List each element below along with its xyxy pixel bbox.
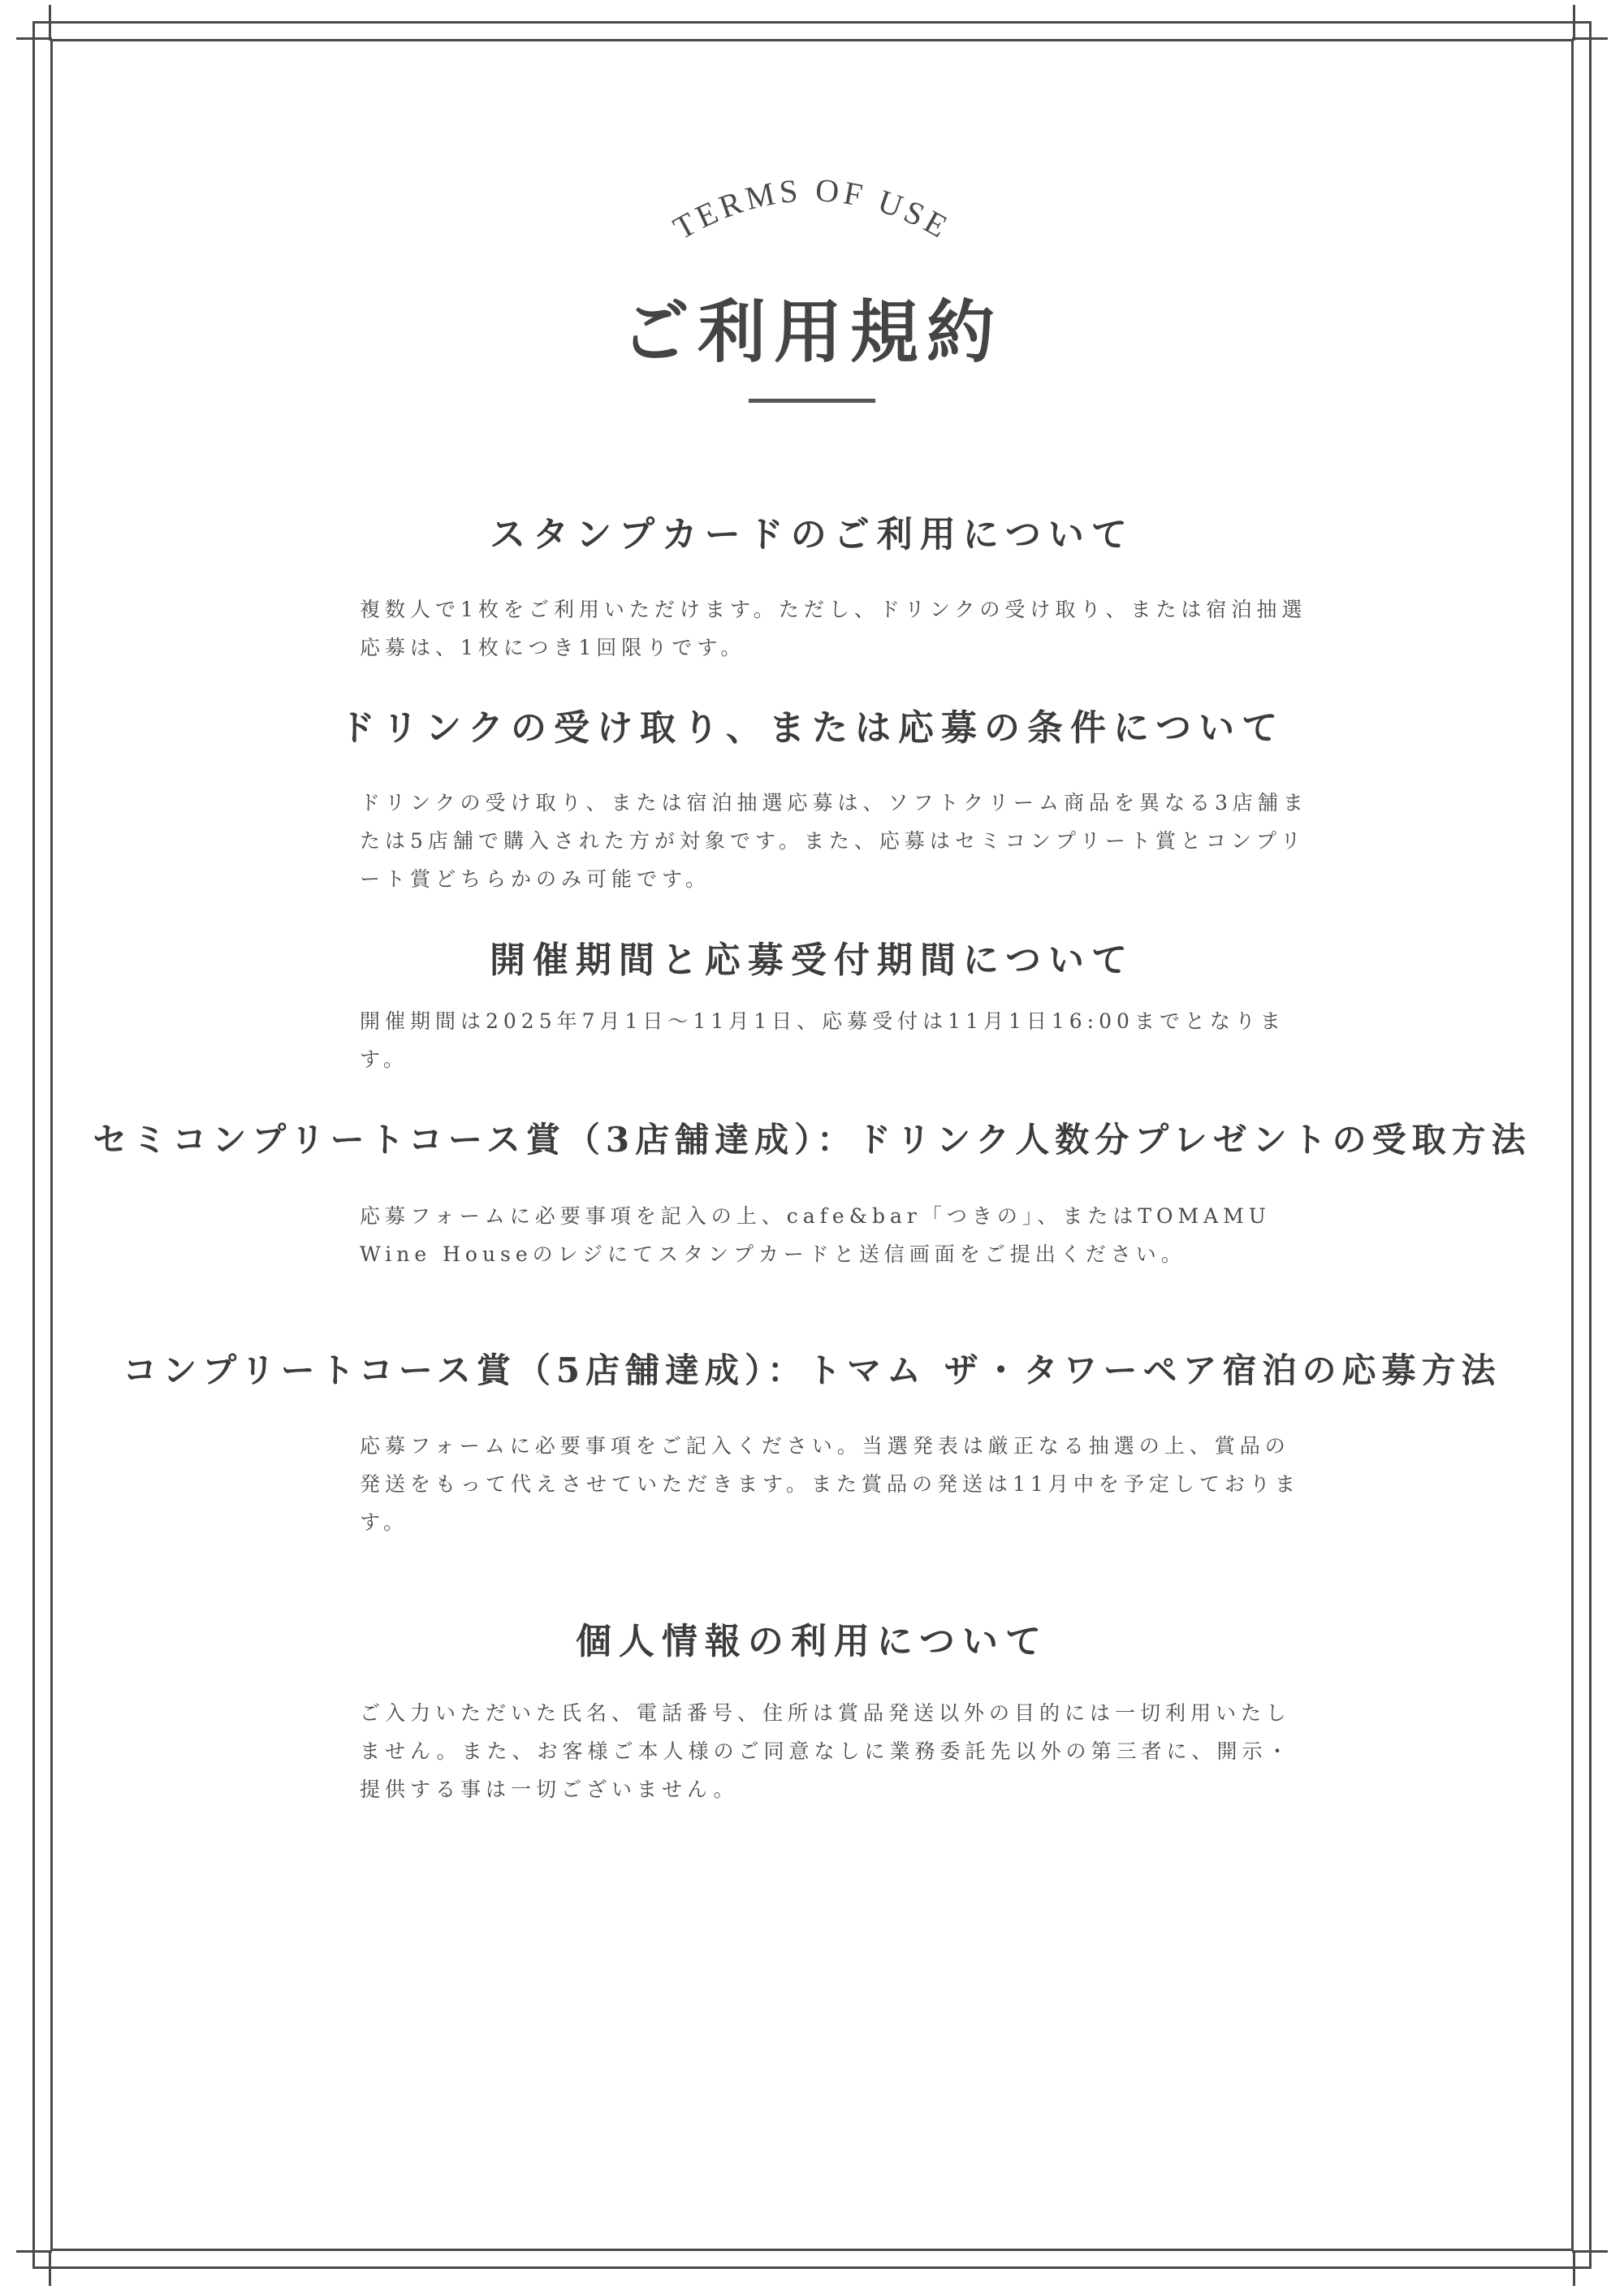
frame-corner-tl-v xyxy=(49,5,51,41)
section-heading-stamp-card: スタンプカードのご利用について xyxy=(490,514,1134,555)
title-underline xyxy=(749,399,875,403)
section-heading-privacy: 個人情報の利用について xyxy=(575,1621,1049,1662)
section-body-stamp-card: 複数人で1枚をご利用いただけます。ただし、ドリンクの受け取り、または宿泊抽選応募は、1枚につき1回限りです。 xyxy=(360,598,1307,659)
section-heading-conditions: ドリンクの受け取り、または応募の条件について xyxy=(339,707,1285,749)
svg-text:TERMS OF USE xyxy=(667,171,957,246)
section-heading-period: 開催期間と応募受付期間について xyxy=(489,940,1135,981)
section-body-privacy: ご入力いただいた氏名、電話番号、住所は賞品発送以外の目的には一切利用いたしません。また、お客様ご本人様のご同意なしに業務委託先以外の第三者に、開示・提供する事は一切ございません。 xyxy=(360,1701,1293,1801)
frame-corner-br-h xyxy=(1572,2250,1608,2253)
section-body-complete: 応募フォームに必要事項をご記入ください。当選発表は厳正なる抽選の上、賞品の発送をもって代えさせていただきます。また賞品の発送は11月中を予定しております。 xyxy=(360,1434,1300,1534)
frame-corner-bl-v xyxy=(49,2250,51,2286)
section-body-period: 開催期間は2025年7月1日～11月1日、応募受付は11月1日16:00までとなります。 xyxy=(360,1009,1285,1071)
section-heading-semi-complete: セミコンプリートコース賞（3店舗達成）：ドリンク人数分プレゼントの受取方法 xyxy=(93,1120,1531,1160)
frame-corner-tr-v xyxy=(1573,5,1575,41)
frame-corner-tr-h xyxy=(1572,37,1608,40)
eyebrow-text: TERMS OF USE xyxy=(667,171,957,247)
page-title: ご利用規約 xyxy=(620,292,1003,372)
frame-corner-br-v xyxy=(1573,2250,1575,2286)
frame-corner-bl-h xyxy=(16,2250,52,2253)
section-body-semi-complete: 応募フォームに必要事項を記入の上、cafe&bar「つきの」、またはTOMAMU Wine Houseのレジにてスタンプカードと送信画面をご提出ください。 xyxy=(360,1204,1271,1266)
frame-corner-tl-h xyxy=(16,37,52,40)
section-body-conditions: ドリンクの受け取り、または宿泊抽選応募は、ソフトクリーム商品を異なる3店舗または5店舗で購入された方が対象です。また、応募はセミコンプリート賞とコンプリート賞どちらかのみ可能です。 xyxy=(360,791,1308,891)
eyebrow-arc xyxy=(617,154,1007,260)
section-heading-complete: コンプリートコース賞（5店舗達成）：トマム ザ・タワーペア宿泊の応募方法 xyxy=(123,1350,1501,1390)
